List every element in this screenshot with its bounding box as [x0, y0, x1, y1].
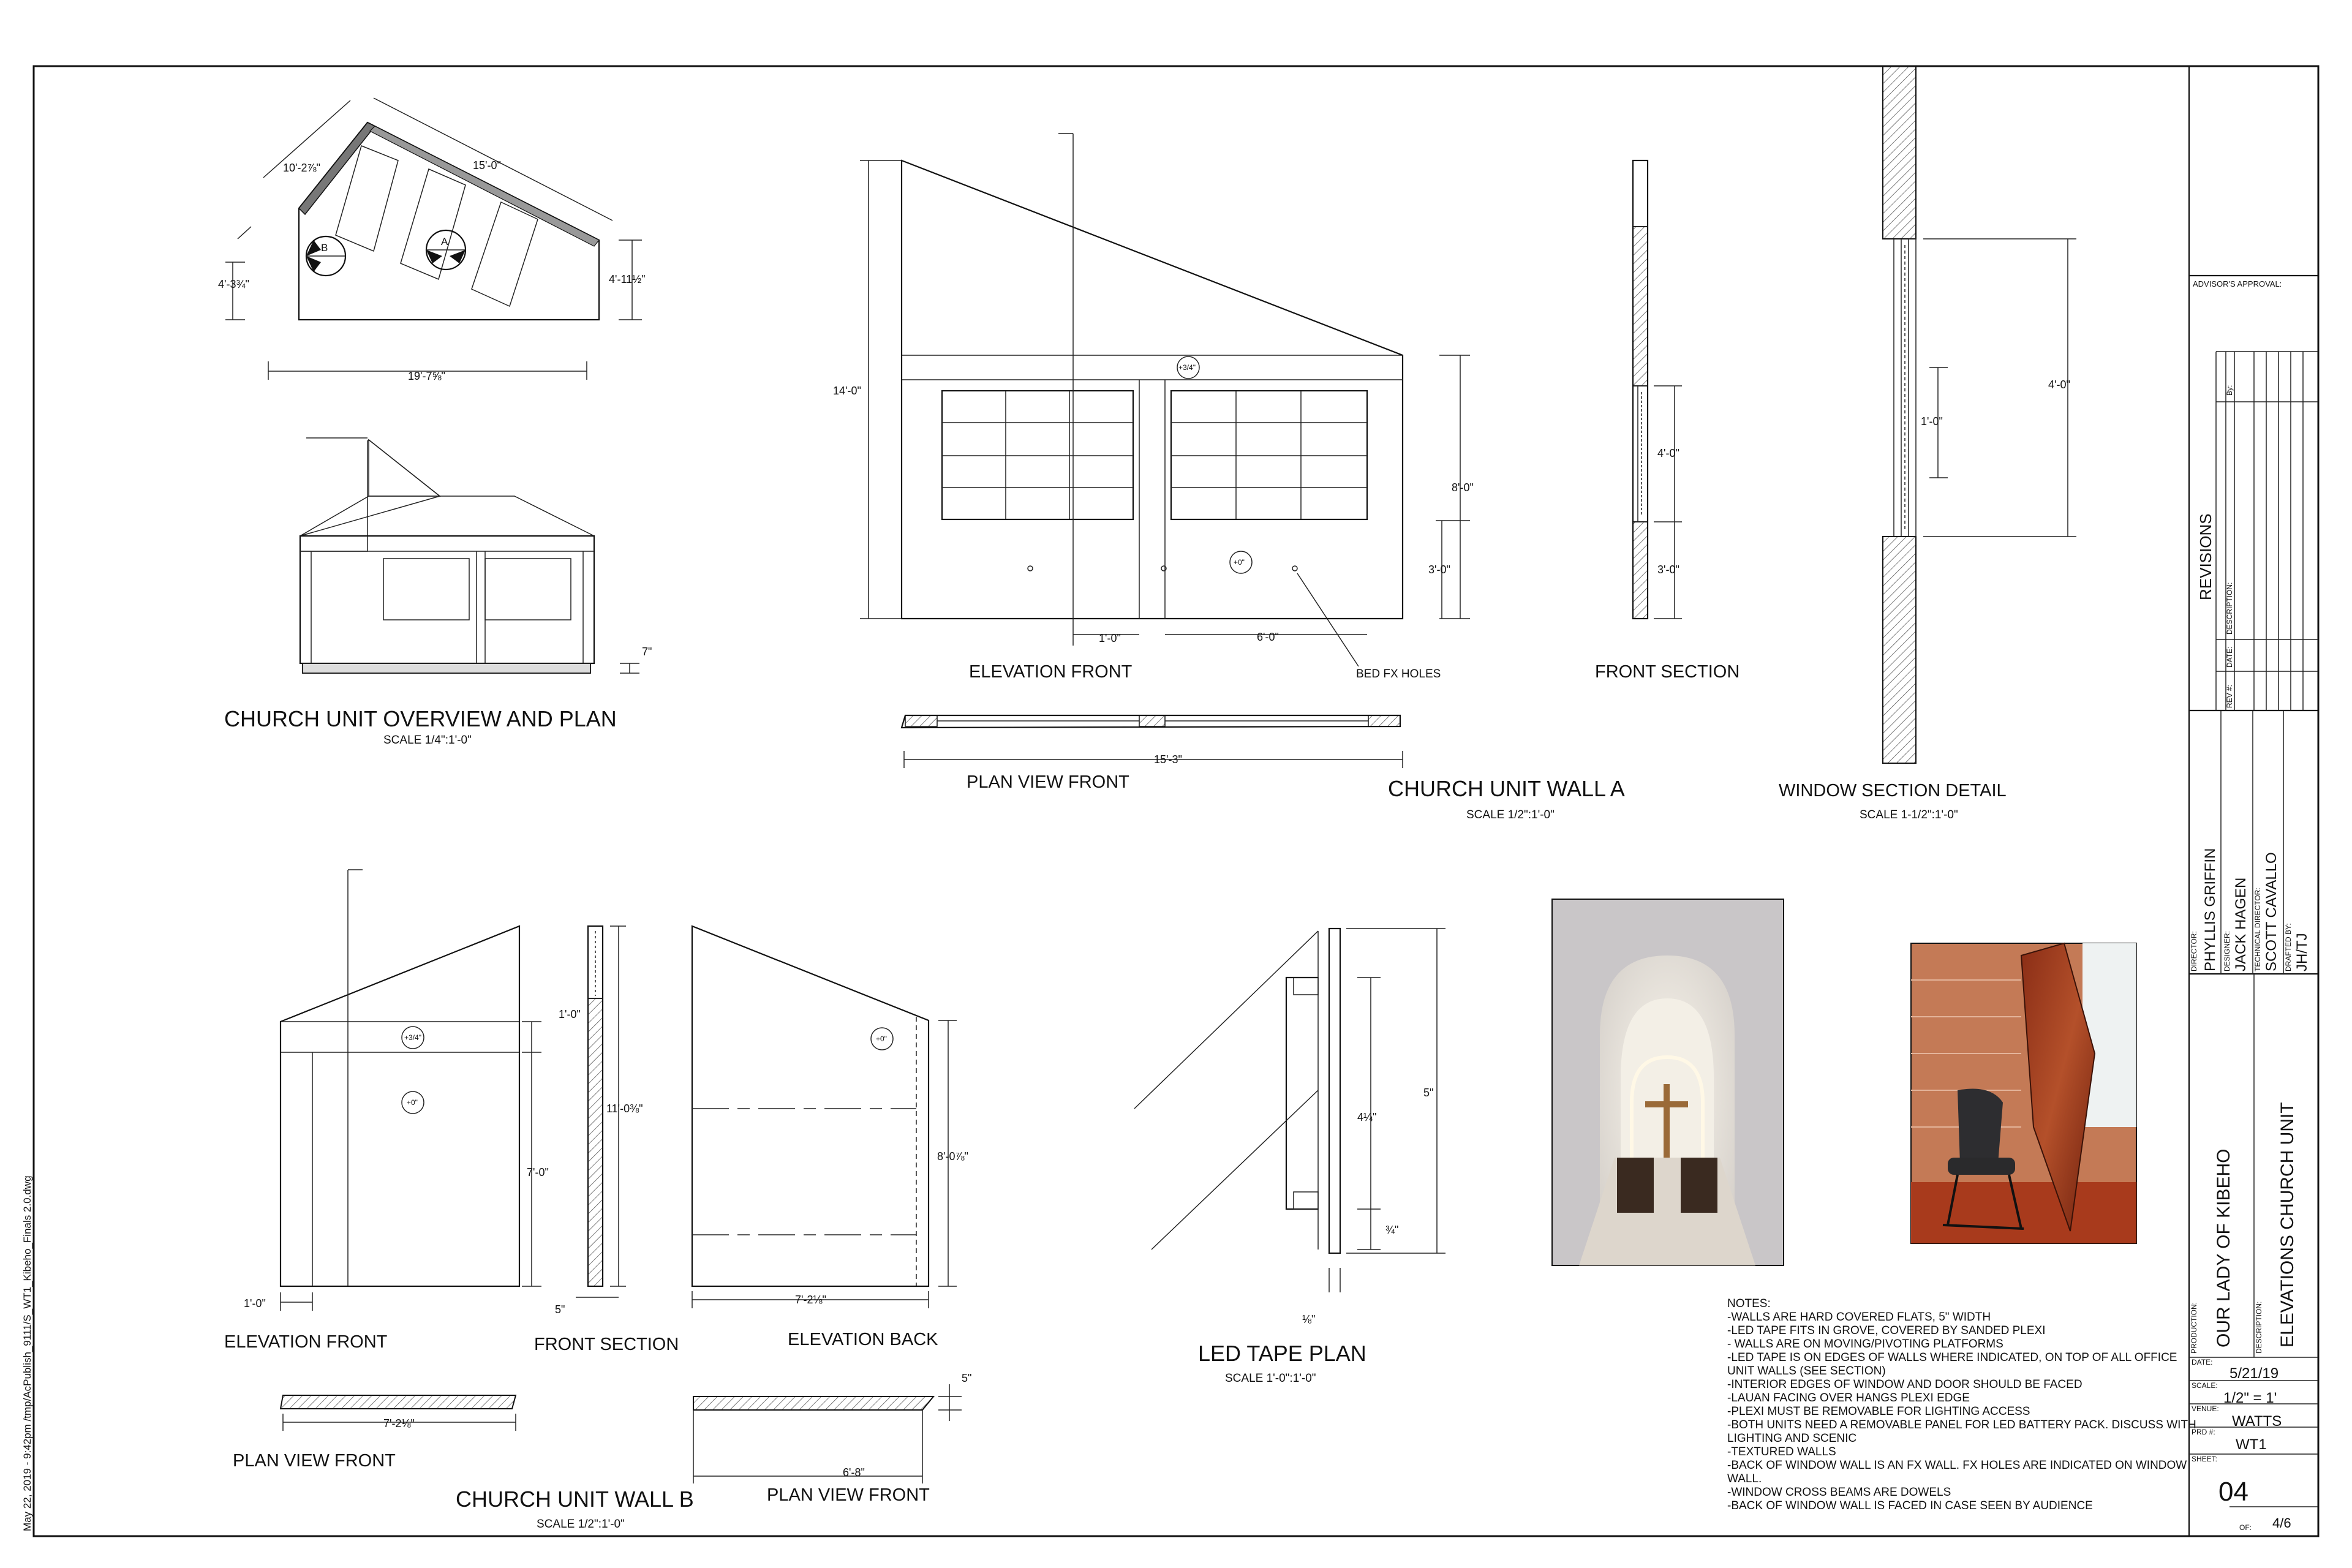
window-detail-title: WINDOW SECTION DETAIL — [1779, 781, 2007, 801]
wall-a-plan-label: PLAN VIEW FRONT — [967, 772, 1129, 792]
bed-fx-callout: BED FX HOLES — [1356, 668, 1441, 680]
note-line: -INTERIOR EDGES OF WINDOW AND DOOR SHOULD BE FACED — [1727, 1378, 2082, 1391]
dim-window-inner: 1'-0" — [1921, 415, 1943, 428]
note-line: -BOTH UNITS NEED A REMOVABLE PANEL FOR LED BATTERY PACK. DISCUSS WITH — [1727, 1419, 2196, 1431]
of-label: OF: — [2239, 1523, 2252, 1532]
level-wall-a-top: +3/4" — [1178, 363, 1196, 372]
sheet-label: SHEET: — [2192, 1455, 2218, 1463]
dim-wall-b-plan2-width: 6'-8" — [843, 1466, 865, 1479]
dim-wall-b-section-height: 11'-0⅜" — [606, 1102, 643, 1115]
dim-wall-a-right-upper: 8'-0" — [1452, 481, 1474, 494]
production-label: PRODUCTION: — [2190, 1302, 2198, 1354]
rev-col-by: By: — [2225, 385, 2234, 396]
marker-b-label: B — [321, 242, 328, 254]
dim-section-lower: 3'-0" — [1657, 564, 1679, 576]
overview-plan-drawing — [225, 98, 642, 673]
wall-b-title: CHURCH UNIT WALL B — [456, 1487, 694, 1512]
dim-led-upper: 4¼" — [1357, 1111, 1377, 1123]
level-wall-b-back: +0" — [876, 1035, 887, 1043]
dim-overview-base: 7" — [642, 646, 652, 658]
note-line: -WALLS ARE HARD COVERED FLATS, 5" WIDTH — [1727, 1311, 1991, 1324]
dim-wall-b-back-height: 8'-0⅞" — [937, 1150, 968, 1163]
description-label: DESCRIPTION: — [2255, 1301, 2263, 1354]
led-tape-plan-drawing — [1134, 929, 1446, 1292]
note-line: LIGHTING AND SCENIC — [1727, 1432, 1857, 1445]
sheet-of-value: 4/6 — [2272, 1515, 2291, 1531]
designer-name: JACK HAGEN — [2233, 877, 2249, 971]
dim-wall-b-right: 7'-0" — [527, 1166, 549, 1178]
wall-a-title: CHURCH UNIT WALL A — [1388, 776, 1625, 801]
venue-label: VENUE: — [2192, 1404, 2219, 1413]
dim-wall-b-bottom-left: 1'-0" — [244, 1297, 266, 1310]
dim-wall-b-top-right: 1'-0" — [559, 1008, 581, 1020]
scale-label: SCALE: — [2192, 1381, 2218, 1390]
overview-scale: SCALE 1/4":1'-0" — [383, 734, 472, 747]
dim-wall-a-bottom-mid: 6'-0" — [1257, 631, 1279, 643]
led-tape-title: LED TAPE PLAN — [1198, 1341, 1366, 1366]
dim-wall-b-section-width: 5" — [555, 1303, 565, 1316]
drafted-by-label: DRAFTED BY: — [2284, 923, 2293, 971]
dim-led-bottom: ⅛" — [1302, 1313, 1316, 1325]
note-line: -LED TAPE FITS IN GROVE, COVERED BY SANDED PLEXI — [1727, 1324, 2046, 1337]
overview-title: CHURCH UNIT OVERVIEW AND PLAN — [224, 706, 617, 731]
level-wall-a-floor: +0" — [1234, 558, 1245, 567]
dim-wall-a-plan-width: 15'-3" — [1154, 753, 1182, 766]
prd-label: PRD #: — [2192, 1428, 2215, 1436]
date-label: DATE: — [2192, 1358, 2213, 1366]
prd-value: WT1 — [2236, 1436, 2267, 1453]
note-line: -LAUAN FACING OVER HANGS PLEXI EDGE — [1727, 1392, 1970, 1404]
reference-photo-chair — [1911, 943, 2136, 1243]
dim-overview-bottom: 19'-7⅝" — [408, 370, 445, 382]
led-tape-scale: SCALE 1'-0":1'-0" — [1225, 1372, 1316, 1385]
dim-overview-right: 4'-11½" — [609, 273, 646, 285]
note-line: -LED TAPE IS ON EDGES OF WALLS WHERE INDICATED, ON TOP OF ALL OFFICE — [1727, 1351, 2177, 1364]
reference-photo-chapel — [1552, 899, 1784, 1265]
dim-section-upper: 4'-0" — [1657, 447, 1679, 459]
rev-col-number: REV #: — [2225, 684, 2234, 708]
dim-wall-b-plan2-thick: 5" — [962, 1372, 972, 1384]
venue-value: WATTS — [2232, 1413, 2282, 1430]
production-name: OUR LADY OF KIBEHO — [2214, 1148, 2234, 1348]
wall-a-section-label: FRONT SECTION — [1595, 662, 1740, 682]
director-name: PHYLLIS GRIFFIN — [2202, 848, 2218, 971]
wall-a-elevation-label: ELEVATION FRONT — [969, 662, 1133, 682]
wall-b-elevation-back-label: ELEVATION BACK — [788, 1330, 938, 1349]
dim-led-lower: ¾" — [1385, 1224, 1399, 1236]
designer-label: DESIGNER: — [2223, 930, 2231, 971]
dim-overview-left: 4'-3¾" — [218, 278, 249, 290]
note-line: - WALLS ARE ON MOVING/PIVOTING PLATFORMS — [1727, 1338, 2003, 1351]
technical-director-name: SCOTT CAVALLO — [2263, 852, 2280, 971]
sheet-description: ELEVATIONS CHURCH UNIT — [2277, 1102, 2297, 1348]
wall-a-section-drawing — [1633, 160, 1682, 619]
scale-value: 1/2" = 1' — [2223, 1390, 2277, 1406]
notes-heading: NOTES: — [1727, 1297, 1771, 1310]
dim-wall-a-right-lower: 3'-0" — [1428, 564, 1450, 576]
note-line: -PLEXI MUST BE REMOVABLE FOR LIGHTING ACCESS — [1727, 1405, 2030, 1418]
rev-col-date: DATE: — [2225, 646, 2234, 668]
note-line: WALL. — [1727, 1472, 1762, 1485]
dim-overview-top: 15'-0" — [473, 159, 501, 172]
director-label: DIRECTOR: — [2190, 931, 2198, 971]
window-section-detail-drawing — [1883, 66, 2076, 763]
level-wall-b-floor: +0" — [407, 1098, 418, 1107]
window-detail-scale: SCALE 1-1/2":1'-0" — [1860, 809, 1958, 821]
wall-b-scale: SCALE 1/2":1'-0" — [537, 1518, 625, 1531]
dim-wall-a-height: 14'-0" — [833, 385, 861, 397]
dim-overview-left-top: 10'-2⅞" — [283, 162, 320, 174]
date-value: 5/21/19 — [2230, 1365, 2279, 1382]
note-line: -BACK OF WINDOW WALL IS AN FX WALL. FX HOLES ARE INDICATED ON WINDOW — [1727, 1459, 2187, 1472]
dim-led-total: 5" — [1423, 1087, 1434, 1099]
marker-a-label: A — [441, 236, 448, 247]
note-line: -TEXTURED WALLS — [1727, 1446, 1836, 1458]
rev-col-description: DESCRIPTION: — [2225, 582, 2234, 635]
drafted-by-name: JH/TJ — [2294, 933, 2310, 971]
dim-wall-b-back-width: 7'-2⅛" — [795, 1294, 826, 1306]
dim-window-outer: 4'-0" — [2048, 379, 2070, 391]
dim-wall-a-bottom-left: 1'-0" — [1099, 632, 1121, 644]
wall-b-elevation-front-label: ELEVATION FRONT — [224, 1332, 388, 1352]
wall-b-plan-label-2: PLAN VIEW FRONT — [767, 1485, 930, 1505]
advisor-approval-label: ADVISOR'S APPROVAL: — [2193, 279, 2282, 288]
file-path-note: May 22, 2019 - 9:42pm /tmp/AcPublish_9111/S_WT1_Kibeho_Finals 2.0.dwg — [21, 1175, 33, 1531]
dim-wall-b-plan1: 7'-2⅛" — [383, 1417, 415, 1430]
wall-b-plan-label-1: PLAN VIEW FRONT — [233, 1451, 396, 1471]
note-line: -BACK OF WINDOW WALL IS FACED IN CASE SEEN BY AUDIENCE — [1727, 1499, 2093, 1512]
wall-b-elevation-back-drawing — [692, 926, 962, 1483]
sheet-number: 04 — [2218, 1477, 2248, 1507]
level-wall-b-top: +3/4" — [404, 1033, 421, 1042]
technical-director-label: TECHNICAL DIRECTOR: — [2253, 888, 2262, 971]
note-line: UNIT WALLS (SEE SECTION) — [1727, 1365, 1886, 1378]
wall-b-section-label: FRONT SECTION — [534, 1335, 679, 1354]
note-line: -WINDOW CROSS BEAMS ARE DOWELS — [1727, 1486, 1951, 1499]
wall-a-scale: SCALE 1/2":1'-0" — [1466, 809, 1555, 821]
general-notes — [1727, 1297, 2196, 1512]
revisions-label: REVISIONS — [2196, 513, 2215, 600]
